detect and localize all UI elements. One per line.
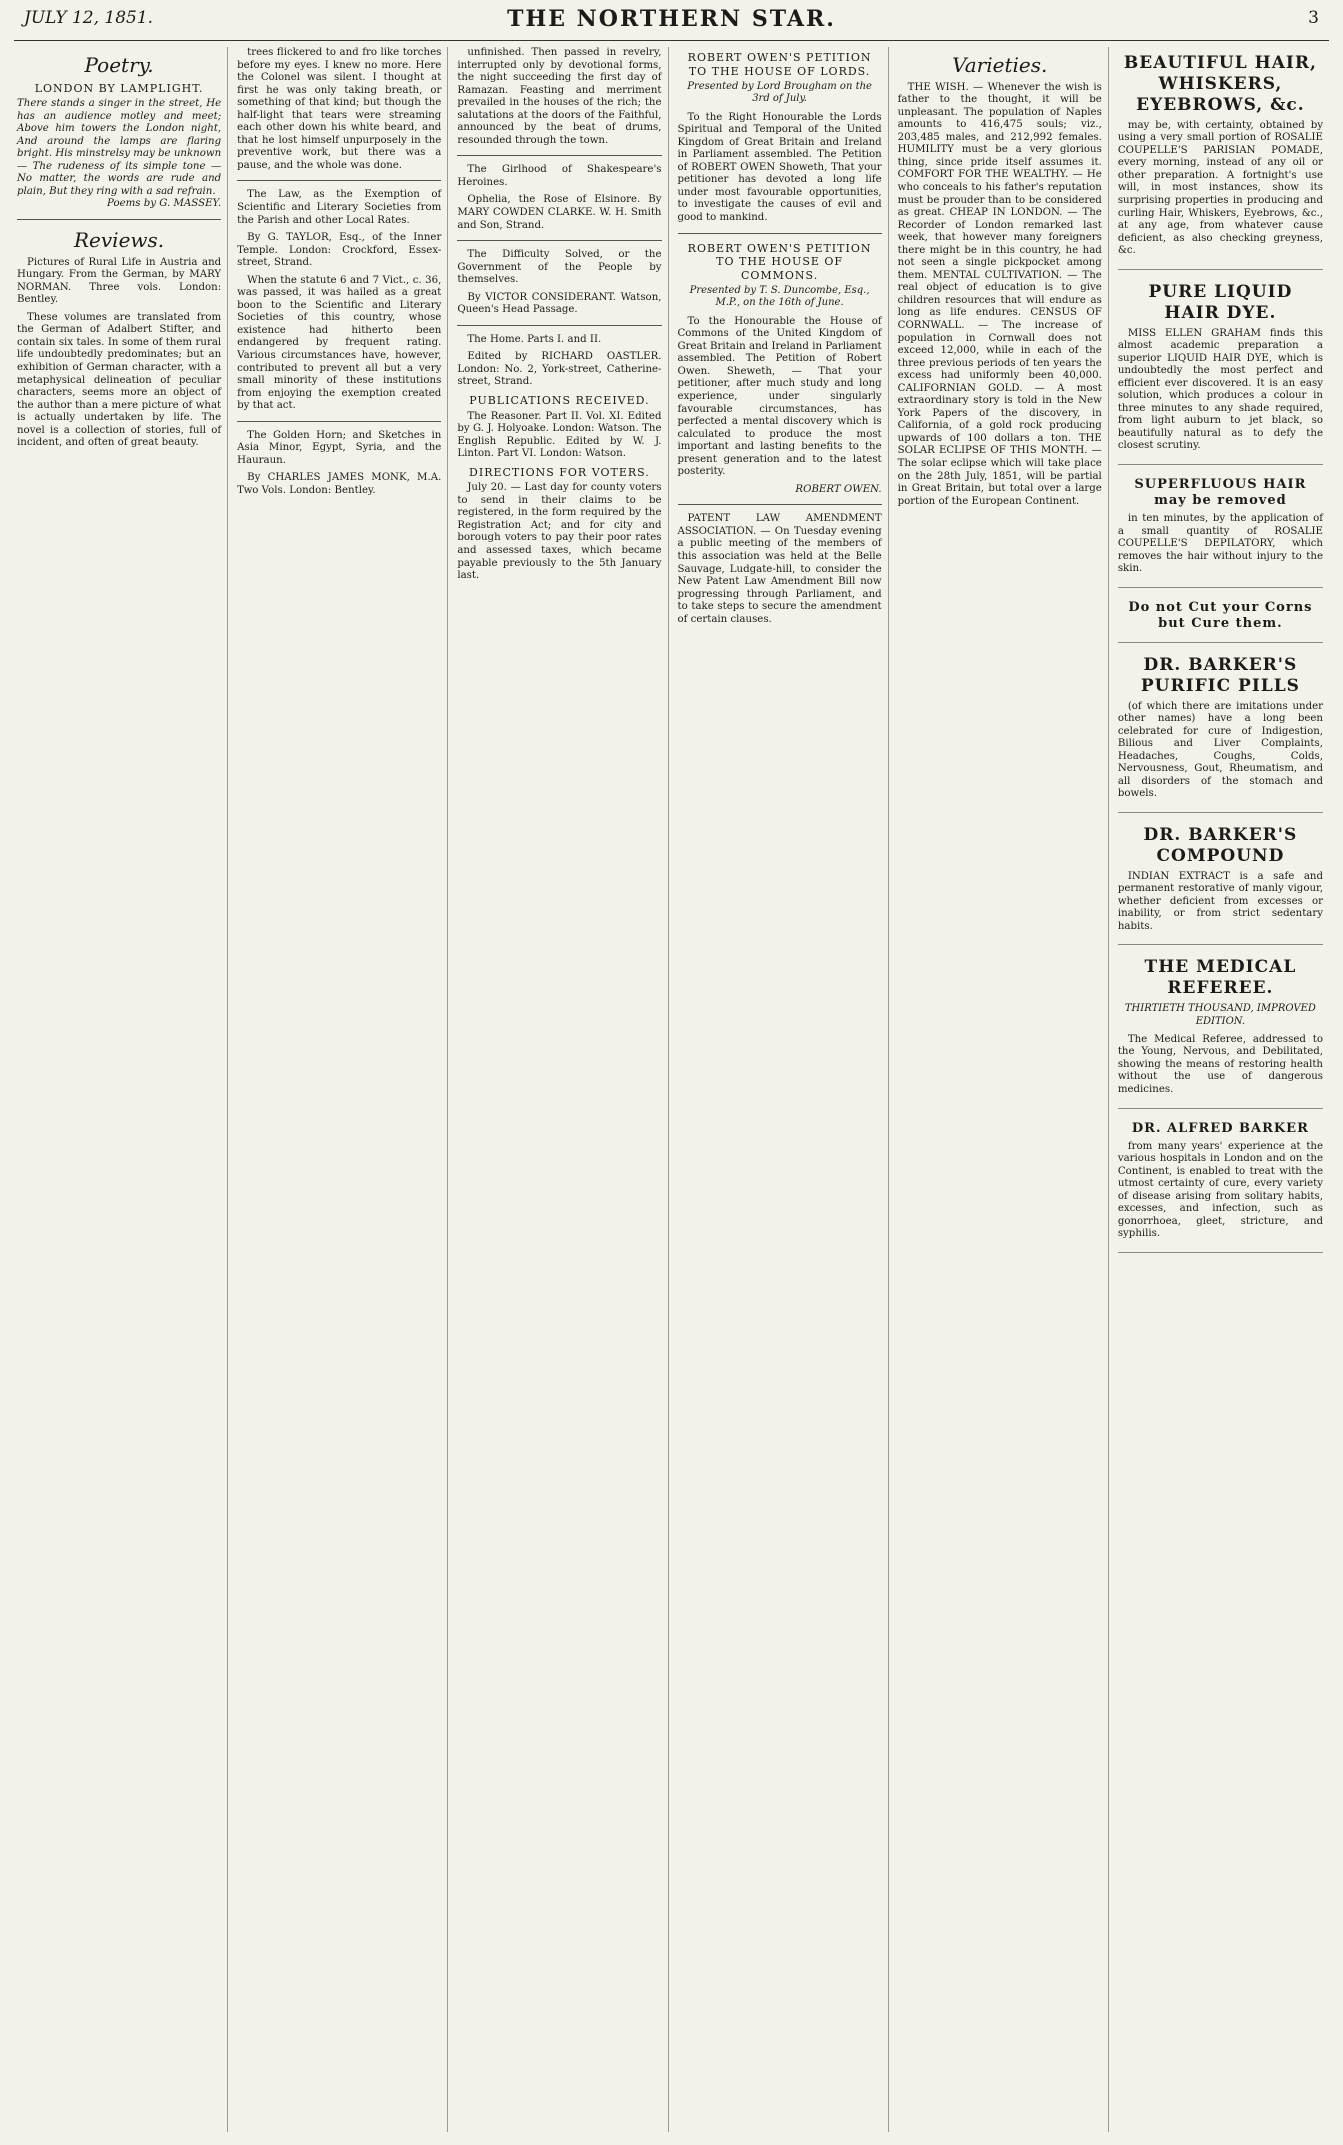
article-columns xyxy=(14,47,1329,2132)
directions-heading: DIRECTIONS FOR VOTERS. xyxy=(469,465,650,479)
ad-alfred-barker xyxy=(1118,1115,1323,1253)
petition-lords-subheading: Presented by Lord Brougham on the 3rd of July. xyxy=(687,81,872,105)
patent-law-article: PATENT LAW AMENDMENT ASSOCIATION. — On Tuesday evening a public meeting of the members of this association was held at the Belle Sauvage, Ludgate-hill, to consider the New Patent Law Amendment Bill now progressing through Parliament, and to take steps to secure the amendment of certain clauses. xyxy=(677,513,882,625)
ad-hair-dye-body: MISS ELLEN GRAHAM finds this almost academic preparation a superior LIQUID HAIR DYE, which is undoubtedly the most perfect and efficient ever discovered. It is an easy solution, which produces a colour in three minutes to any shade required, from light auburn to jet black, so beautifully natural as to defy the closest scrutiny. xyxy=(1117,327,1323,452)
ad-medical-referee-subheading: THIRTIETH THOUSAND, IMPROVED EDITION. xyxy=(1124,1003,1316,1027)
reviews-section-heading: Reviews. xyxy=(73,228,165,253)
ad-purific-pills xyxy=(1118,649,1323,813)
law-review-body: When the statute 6 and 7 Vict., c. 36, was passed, it was hailed as a great boon to the Scientific and Literary Societies of this country, whose existence had hitherto been endangered by frequent rating. Various circumstances have, however, contributed to prevent all but a very small minority of these institutions from enjoying the exemption created by that act. xyxy=(237,274,442,412)
poem-body xyxy=(17,98,221,198)
page-number: 3 xyxy=(1308,8,1319,28)
column-3 xyxy=(454,47,668,2132)
publications-body: The Reasoner. Part II. Vol. XI. Edited by G. J. Holyoake. London: Watson. The English Republic. Edited by W. J. Linton. Part VI. London: Watson. xyxy=(457,410,662,460)
law-review-heading: The Law, as the Exemption of Scientific and Literary Societies from the Parish and other Local Rates. xyxy=(237,189,442,226)
column-5 xyxy=(895,47,1109,2132)
home-heading: The Home. Parts I. and II. xyxy=(467,333,602,345)
column-1 xyxy=(14,47,228,2132)
ad-medical-referee xyxy=(1118,951,1323,1108)
issue-date: JULY 12, 1851. xyxy=(24,8,154,28)
divider xyxy=(237,180,441,181)
girlhood-heading: The Girlhood of Shakespeare's Heroines. xyxy=(457,164,662,188)
petition-lords-heading: ROBERT OWEN'S PETITION TO THE HOUSE OF LORDS. xyxy=(687,51,872,78)
directions-body: July 20. — Last day for county voters to send in their claims to be registered, in the form required by the Registration Act; and for city and borough voters to pay their poor rates and assessed taxes, which became payable previously to the 5th January last. xyxy=(457,482,662,582)
divider xyxy=(457,325,661,326)
home-publisher: Edited by RICHARD OASTLER. London: No. 2, York-street, Catherine-street, Strand. xyxy=(457,351,662,388)
poetry-section-heading: Poetry. xyxy=(84,53,154,77)
ad-compound xyxy=(1118,819,1323,946)
ad-purific-pills-heading: DR. BARKER'S PURIFIC PILLS xyxy=(1140,654,1300,696)
divider xyxy=(678,504,882,505)
column-2 xyxy=(234,47,448,2132)
petition-commons-heading: ROBERT OWEN'S PETITION TO THE HOUSE OF COMMONS. xyxy=(687,241,872,282)
divider xyxy=(17,219,221,220)
ad-beautiful-hair-body: may be, with certainty, obtained by using a very small portion of ROSALIE COUPELLE'S PARISIAN POMADE, every morning, instead of any oil or other preparation. A fortnight's use will, in most instances, show its surprising properties in producing and curling Hair, Whiskers, Eyebrows, &c., at any age, from whatever cause deficient, as also checking greyness, &c. xyxy=(1117,119,1323,257)
law-review-publisher: By G. TAYLOR, Esq., of the Inner Temple. London: Crockford, Essex-street, Strand. xyxy=(237,232,442,269)
golden-horn-heading: The Golden Horn; and Sketches in Asia Minor, Egypt, Syria, and the Hauraun. xyxy=(237,429,442,466)
publications-heading: PUBLICATIONS RECEIVED. xyxy=(469,394,650,408)
review-body: These volumes are translated from the German of Adalbert Stifter, and contain six tales. In some of them rural life undoubtedly predominates; but an exhibition of German character, with a metaphysical delineation of peculiar characters, seems more an object of the author than a mere picture of what is actually undertaken by life. The novel is a collection of stories, full of incident, and often of great beauty. xyxy=(17,311,222,449)
ad-superfluous-hair xyxy=(1118,471,1323,588)
ad-hair-dye-heading: PURE LIQUID HAIR DYE. xyxy=(1148,281,1293,323)
ad-superfluous-hair-body: in ten minutes, by the application of a small quantity of ROSALIE COUPELLE'S DEPILATORY, which removes the hair without injury to the skin. xyxy=(1117,512,1323,575)
poem-lines: There stands a singer in the street, He has an audience motley and meet; Above him towers the London night, And around the lamps are flaring bright. His minstrelsy may be unknown — The rudeness of its simple tone — No matter, the words are rude and plain, But they ring with a sad refrain. xyxy=(17,98,222,197)
ramazan-continuation: unfinished. Then passed in revelry, interrupted only by devotional forms, the night succeeding the first day of Ramazan. Feasting and merriment prevailed in the houses of the rich; the salutations at the doors of the Faithful, announced by the beat of drums, resounded through the town. xyxy=(457,47,662,146)
masthead xyxy=(14,0,1329,41)
ad-compound-body: INDIAN EXTRACT is a safe and permanent restorative of manly vigour, whether deficient from excesses or inability, or from strict sedentary habits. xyxy=(1117,870,1323,932)
ad-alfred-barker-heading: DR. ALFRED BARKER xyxy=(1131,1120,1309,1136)
divider xyxy=(678,233,882,234)
divider xyxy=(457,155,661,156)
petition-commons-subheading: Presented by T. S. Duncombe, Esq., M.P., on the 16th of June. xyxy=(689,285,870,309)
petition-commons-body: To the Honourable the House of Commons of the United Kingdom of Great Britain and Ireland in Parliament assembled. The Petition of Robert Owen. Sheweth, — That your petitioner, after much study and long experience, under singularly favourable circumstances, has perfected a mental discovery which is calculated to produce the most important and lasting benefits to the present generation and to the latest posterity. xyxy=(677,315,882,478)
ad-superfluous-hair-heading: SUPERFLUOUS HAIR may be removed xyxy=(1134,477,1307,508)
divider xyxy=(237,421,441,422)
varieties-section-heading: Varieties. xyxy=(952,53,1048,77)
ad-corns-heading: Do not Cut your Corns but Cure them. xyxy=(1128,599,1313,631)
petition-lords-body: To the Right Honourable the Lords Spiritual and Temporal of the United Kingdom of Great Britain and Ireland in Parliament assembled. The Petition of ROBERT OWEN Showeth, That your petitioner has devoted a long life under most favourable opportunities, to investigate the causes of evil and good to mankind. xyxy=(677,111,882,223)
column-4 xyxy=(675,47,889,2132)
ad-beautiful-hair xyxy=(1118,47,1323,270)
poem-title: LONDON BY LAMPLIGHT. xyxy=(34,81,204,95)
ad-medical-referee-heading: THE MEDICAL REFEREE. xyxy=(1144,957,1297,999)
petition-signoff: ROBERT OWEN. xyxy=(795,483,882,495)
ad-beautiful-hair-heading: BEAUTIFUL HAIR, WHISKERS, EYEBROWS, &c. xyxy=(1123,53,1317,115)
story-continuation: trees flickered to and fro like torches before my eyes. I knew no more. Here the Colonel was silent. I thought at first he was only taking breath, or something of that kind; but though the half-light that tears were streaming each other down his white beard, and that he lost himself unpurposely in the preventive work, but there was a pause, and the whole was done. xyxy=(237,47,442,171)
review-book-title: Pictures of Rural Life in Austria and Hungary. From the German, by MARY NORMAN. Three vols. London: Bentley. xyxy=(17,256,222,306)
column-6-advertisements xyxy=(1115,47,1329,2132)
ad-corns xyxy=(1118,594,1323,643)
ad-compound-heading: DR. BARKER'S COMPOUND xyxy=(1143,824,1298,866)
newspaper-title: THE NORTHERN STAR. xyxy=(507,6,836,32)
ad-alfred-barker-body: from many years' experience at the various hospitals in London and on the Continent, is enabled to treat with the utmost certainty of cure, every variety of disease arising from solitary habits, excesses, and infection, such as gonorrhoea, gleet, stricture, and syphilis. xyxy=(1117,1140,1323,1240)
difficulty-heading: The Difficulty Solved, or the Government of the People by themselves. xyxy=(457,249,662,286)
poem-signoff: Poems by G. MASSEY. xyxy=(107,198,222,210)
girlhood-publisher: Ophelia, the Rose of Elsinore. By MARY COWDEN CLARKE. W. H. Smith and Son, Strand. xyxy=(457,194,662,231)
varieties-body: THE WISH. — Whenever the wish is father to the thought, it will be unpleasant. The population of Naples amounts to 416,475 souls; viz., 203,485 males, and 212,992 females. HUMILITY must be a very glorious thing, since pride itself assumes it. COMFORT FOR THE WEALTHY. — He who conceals to his father's reputation must be prouder than to be considered as great. CHEAP IN LONDON. — The Recorder of London remarked last week, that however many foreigners there might be in this country, he had not seen a single pickpocket among them. MENTAL CULTIVATION. — The real object of education is to give children resources that will endure as long as life endures. CENSUS OF CORNWALL. — The increase of population in Cornwall does not exceed 12,000, while in each of the three previous periods of ten years the excess had uniformly been 40,000. CALIFORNIAN GOLD. — A most extraordinary story is told in the New York Papers of the discovery, in California, of a gold rock producing upwards of 100 dollars a ton. THE SOLAR ECLIPSE OF THIS MONTH. — The solar eclipse which will take place on the 28th July, 1851, will be partial in Great Britain, but total over a large portion of the European Continent. xyxy=(897,81,1102,507)
ad-medical-referee-body: The Medical Referee, addressed to the Young, Nervous, and Debilitated, showing the means of restoring health without the use of dangerous medicines. xyxy=(1117,1033,1323,1096)
divider xyxy=(457,240,661,241)
golden-horn-publisher: By CHARLES JAMES MONK, M.A. Two Vols. London: Bentley. xyxy=(237,472,442,496)
ad-purific-pills-body: (of which there are imitations under other names) have a long been celebrated for cure of Indigestion, Bilious and Liver Complaints, Headaches, Coughs, Colds, Nervousness, Gout, Rheumatism, and all disorders of the stomach and bowels. xyxy=(1117,700,1323,800)
ad-hair-dye xyxy=(1118,276,1323,465)
difficulty-publisher: By VICTOR CONSIDERANT. Watson, Queen's Head Passage. xyxy=(457,291,662,316)
